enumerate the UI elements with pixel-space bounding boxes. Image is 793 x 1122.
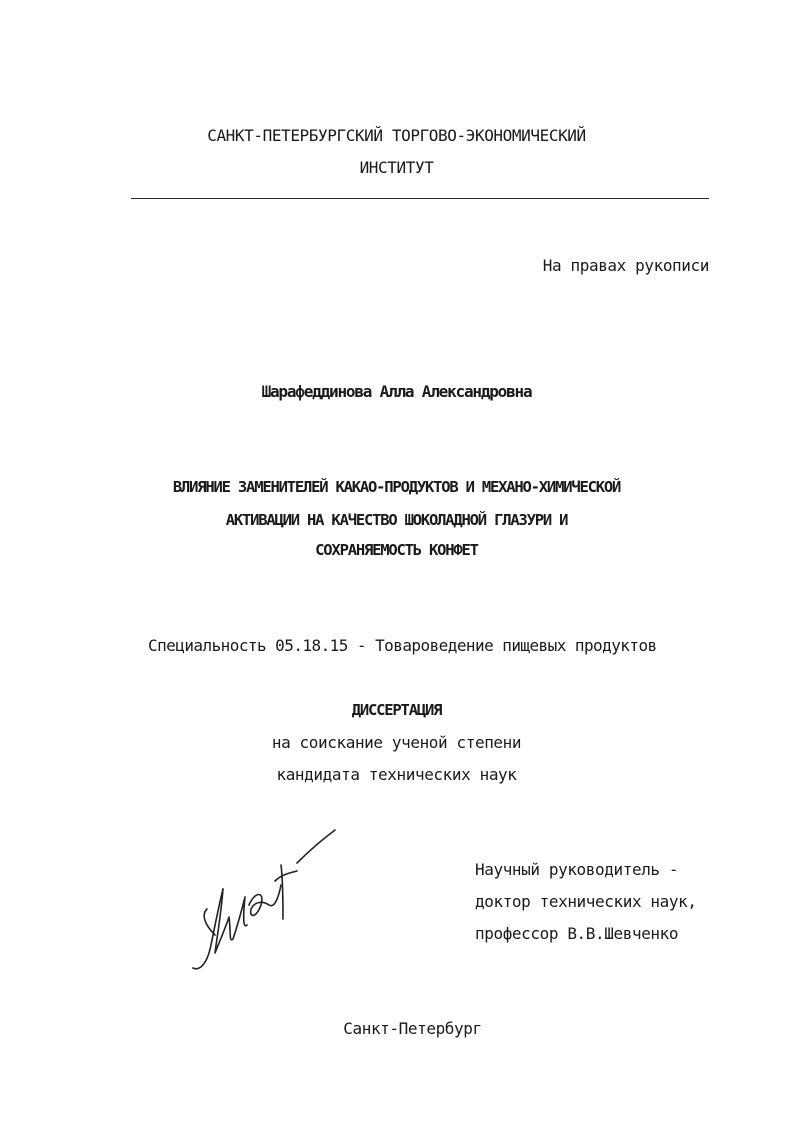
header-divider <box>131 198 709 199</box>
supervisor-line1: Научный руководитель - <box>475 860 679 879</box>
degree-heading: ДИССЕРТАЦИЯ <box>351 701 442 719</box>
supervisor-line2: доктор технических наук, <box>475 892 697 911</box>
degree-line1: на соискание ученой степени <box>271 733 522 752</box>
supervisor-line3: профессор В.В.Шевченко <box>475 924 679 943</box>
institution-name-line2: ИНСТИТУТ <box>359 158 434 177</box>
title-line2: АКТИВАЦИИ НА КАЧЕСТВО ШОКОЛАДНОЙ ГЛАЗУРИ И <box>225 511 568 529</box>
title-line3: СОХРАНЯЕМОСТЬ КОНФЕТ <box>315 541 478 559</box>
author-name: Шарафеддинова Алла Александровна <box>261 382 532 401</box>
degree-line2: кандидата технических наук <box>276 765 517 784</box>
institution-name-line1: САНКТ-ПЕТЕРБУРГСКИЙ ТОРГОВО-ЭКОНОМИЧЕСКИЙ <box>207 126 586 145</box>
specialty: Специальность 05.18.15 - Товароведение пищевых продуктов <box>148 636 657 655</box>
city: Санкт-Петербург <box>343 1019 482 1038</box>
author-signature <box>185 825 345 975</box>
rights-note: На правах рукописи <box>542 256 709 275</box>
title-line1: ВЛИЯНИЕ ЗАМЕНИТЕЛЕЙ КАКАО-ПРОДУКТОВ И МЕХАНО-ХИМИЧЕСКОЙ <box>172 478 621 496</box>
